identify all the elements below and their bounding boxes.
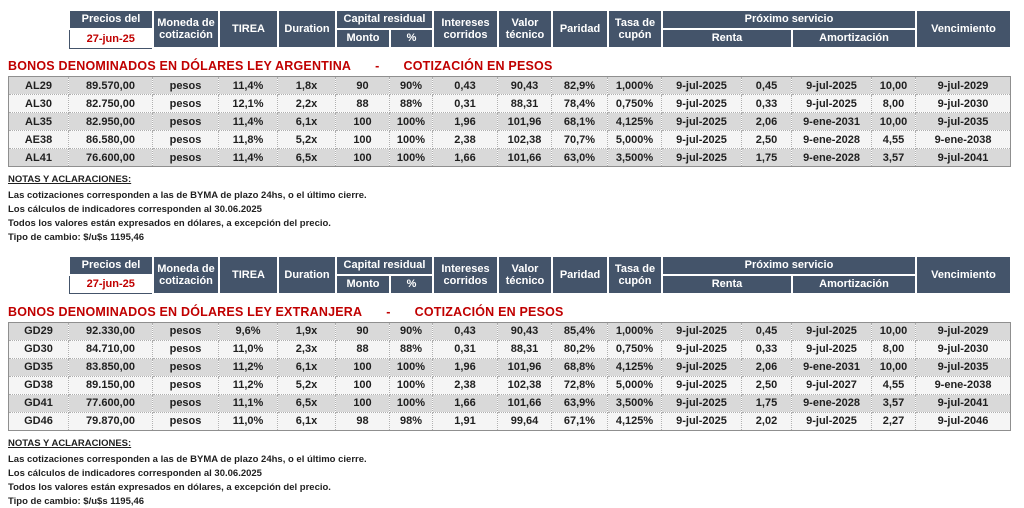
header-pct: % <box>390 275 433 294</box>
value-cell: 76.600,00 <box>69 149 153 167</box>
value-cell: 0,31 <box>433 340 498 358</box>
value-cell: 6,1x <box>278 113 336 131</box>
value-cell: 90,43 <box>498 77 552 95</box>
section-title <box>8 59 1016 73</box>
value-cell: 98% <box>390 412 433 430</box>
value-cell: 0,43 <box>433 77 498 95</box>
value-cell: 85,4% <box>552 322 608 340</box>
header-tirea: TIREA <box>219 256 278 294</box>
value-cell: 1,66 <box>433 149 498 167</box>
value-cell: 9-jul-2025 <box>662 340 742 358</box>
value-cell: 9-jul-2025 <box>662 412 742 430</box>
value-cell: 9-jul-2025 <box>792 340 872 358</box>
value-cell: 2,38 <box>433 131 498 149</box>
value-cell: 100 <box>336 358 390 376</box>
value-cell: 9-jul-2025 <box>662 149 742 167</box>
ticker-cell: GD46 <box>9 412 69 430</box>
value-cell: 0,43 <box>433 322 498 340</box>
value-cell: 0,31 <box>433 95 498 113</box>
value-cell: 9-jul-2025 <box>662 358 742 376</box>
value-cell: 100% <box>390 376 433 394</box>
value-cell: 63,9% <box>552 394 608 412</box>
value-cell: pesos <box>153 358 219 376</box>
value-cell: 0,45 <box>742 322 792 340</box>
column-header-table-1 <box>68 9 1012 49</box>
value-cell: 102,38 <box>498 131 552 149</box>
column-header-table-2 <box>68 255 1012 295</box>
value-cell: 99,64 <box>498 412 552 430</box>
value-cell: 9-jul-2025 <box>662 77 742 95</box>
section-ley-argentina <box>8 9 1016 244</box>
value-cell: 88% <box>390 95 433 113</box>
header-capital-residual: Capital residual <box>336 10 433 29</box>
value-cell: 5,000% <box>608 376 662 394</box>
section-title-separator: - <box>386 304 391 319</box>
notes-heading: NOTAS Y ACLARACIONES: <box>8 437 132 449</box>
value-cell: 88 <box>336 340 390 358</box>
value-cell: 2,06 <box>742 113 792 131</box>
value-cell: 100 <box>336 131 390 149</box>
value-cell: 1,75 <box>742 394 792 412</box>
value-cell: 5,2x <box>278 376 336 394</box>
value-cell: 9-jul-2025 <box>662 376 742 394</box>
value-cell: 68,8% <box>552 358 608 376</box>
value-cell: 82.750,00 <box>69 95 153 113</box>
value-cell: 9-ene-2038 <box>916 131 1011 149</box>
value-cell: pesos <box>153 412 219 430</box>
value-cell: 100 <box>336 376 390 394</box>
value-cell: 90 <box>336 77 390 95</box>
value-cell: 100 <box>336 113 390 131</box>
header-amortizacion: Amortización <box>792 29 916 48</box>
header-monto: Monto <box>336 275 390 294</box>
value-cell: 9-jul-2041 <box>916 394 1011 412</box>
value-cell: 10,00 <box>872 113 916 131</box>
value-cell: 6,1x <box>278 412 336 430</box>
value-cell: 11,2% <box>219 376 278 394</box>
value-cell: 9-ene-2031 <box>792 113 872 131</box>
ticker-cell: AL30 <box>9 95 69 113</box>
value-cell: 9-jul-2035 <box>916 113 1011 131</box>
value-cell: 88 <box>336 95 390 113</box>
value-cell: 90% <box>390 322 433 340</box>
header-proximo-servicio: Próximo servicio <box>662 10 916 29</box>
header-tirea: TIREA <box>219 10 278 48</box>
value-cell: 101,96 <box>498 358 552 376</box>
value-cell: 0,750% <box>608 340 662 358</box>
bond-row <box>9 412 1011 430</box>
value-cell: 2,02 <box>742 412 792 430</box>
ticker-cell: GD35 <box>9 358 69 376</box>
section-title-left: BONOS DENOMINADOS EN DÓLARES LEY EXTRANJERA <box>8 304 363 319</box>
notes-block-2 <box>8 438 1016 508</box>
value-cell: 4,125% <box>608 113 662 131</box>
value-cell: 100% <box>390 149 433 167</box>
header-proximo-servicio: Próximo servicio <box>662 256 916 275</box>
value-cell: 2,50 <box>742 131 792 149</box>
value-cell: 3,57 <box>872 149 916 167</box>
value-cell: 4,125% <box>608 412 662 430</box>
ticker-cell: GD38 <box>9 376 69 394</box>
bond-row <box>9 95 1011 113</box>
bond-row <box>9 358 1011 376</box>
value-cell: 86.580,00 <box>69 131 153 149</box>
value-cell: 0,45 <box>742 77 792 95</box>
section-ley-extranjera <box>8 255 1016 508</box>
value-cell: 9-ene-2028 <box>792 131 872 149</box>
value-cell: 92.330,00 <box>69 322 153 340</box>
header-paridad: Paridad <box>552 10 608 48</box>
value-cell: 9-jul-2035 <box>916 358 1011 376</box>
ticker-cell: GD41 <box>9 394 69 412</box>
bond-table-ley-extranjera <box>8 322 1011 431</box>
value-cell: pesos <box>153 77 219 95</box>
value-cell: 9-jul-2025 <box>662 394 742 412</box>
note-line: Las cotizaciones corresponden a las de BYMA de plazo 24hs, o el último cierre. <box>8 190 367 201</box>
value-cell: 68,1% <box>552 113 608 131</box>
header-duration: Duration <box>278 10 336 48</box>
ticker-cell: AE38 <box>9 131 69 149</box>
value-cell: 5,000% <box>608 131 662 149</box>
value-cell: 2,2x <box>278 95 336 113</box>
notes-block-1 <box>8 174 1016 244</box>
bond-row <box>9 394 1011 412</box>
section-title <box>8 305 1016 319</box>
value-cell: 3,57 <box>872 394 916 412</box>
value-cell: 101,96 <box>498 113 552 131</box>
value-cell: 9-ene-2031 <box>792 358 872 376</box>
value-cell: 9-jul-2046 <box>916 412 1011 430</box>
header-moneda: Moneda de cotización <box>153 10 219 48</box>
bond-row <box>9 131 1011 149</box>
value-cell: 1,000% <box>608 322 662 340</box>
value-cell: 9-jul-2025 <box>792 77 872 95</box>
value-cell: 100 <box>336 394 390 412</box>
value-cell: pesos <box>153 149 219 167</box>
header-valor-tecnico: Valor técnico <box>498 256 552 294</box>
section-title-right: COTIZACIÓN EN PESOS <box>403 59 553 73</box>
section-title-separator: - <box>375 59 380 73</box>
value-cell: 88,31 <box>498 95 552 113</box>
value-cell: 4,55 <box>872 376 916 394</box>
value-cell: 11,1% <box>219 394 278 412</box>
value-cell: 11,8% <box>219 131 278 149</box>
note-line: Las cotizaciones corresponden a las de BYMA de plazo 24hs, o el último cierre. <box>8 453 367 465</box>
value-cell: 9-jul-2025 <box>662 131 742 149</box>
value-cell: 9-jul-2029 <box>916 77 1011 95</box>
value-cell: 88,31 <box>498 340 552 358</box>
header-vencimiento: Vencimiento <box>916 10 1011 48</box>
value-cell: 9-ene-2038 <box>916 376 1011 394</box>
value-cell: 9-jul-2041 <box>916 149 1011 167</box>
value-cell: 4,55 <box>872 131 916 149</box>
value-cell: 9-jul-2027 <box>792 376 872 394</box>
value-cell: 2,3x <box>278 340 336 358</box>
bond-table-body <box>9 77 1011 167</box>
price-date: 27-jun-25 <box>69 29 153 48</box>
header-tasa-cupon: Tasa de cupón <box>608 10 662 48</box>
value-cell: 9-jul-2029 <box>916 322 1011 340</box>
value-cell: 90,43 <box>498 322 552 340</box>
header-paridad: Paridad <box>552 256 608 294</box>
ticker-cell: GD29 <box>9 322 69 340</box>
value-cell: 9-ene-2028 <box>792 394 872 412</box>
value-cell: 84.710,00 <box>69 340 153 358</box>
value-cell: 1,75 <box>742 149 792 167</box>
value-cell: 88% <box>390 340 433 358</box>
value-cell: pesos <box>153 113 219 131</box>
value-cell: 67,1% <box>552 412 608 430</box>
value-cell: 9-ene-2028 <box>792 149 872 167</box>
value-cell: 10,00 <box>872 322 916 340</box>
header-capital-residual: Capital residual <box>336 256 433 275</box>
note-line: Todos los valores están expresados en dólares, a excepción del precio. <box>8 218 331 230</box>
value-cell: 2,50 <box>742 376 792 394</box>
value-cell: 11,0% <box>219 340 278 358</box>
bond-row <box>9 376 1011 394</box>
section-title-right: COTIZACIÓN EN PESOS <box>414 304 564 319</box>
header-valor-tecnico: Valor técnico <box>498 10 552 48</box>
value-cell: 89.150,00 <box>69 376 153 394</box>
value-cell: 89.570,00 <box>69 77 153 95</box>
value-cell: 1,8x <box>278 77 336 95</box>
bond-table-ley-argentina <box>8 76 1011 167</box>
value-cell: pesos <box>153 394 219 412</box>
value-cell: 82,9% <box>552 77 608 95</box>
value-cell: 5,2x <box>278 131 336 149</box>
value-cell: 11,0% <box>219 412 278 430</box>
bond-row <box>9 77 1011 95</box>
bond-row <box>9 149 1011 167</box>
value-cell: 2,06 <box>742 358 792 376</box>
value-cell: 9,6% <box>219 322 278 340</box>
value-cell: 100 <box>336 149 390 167</box>
value-cell: 9-jul-2025 <box>662 113 742 131</box>
value-cell: pesos <box>153 376 219 394</box>
notes-heading: NOTAS Y ACLARACIONES: <box>8 174 132 185</box>
value-cell: 0,33 <box>742 340 792 358</box>
value-cell: 63,0% <box>552 149 608 167</box>
value-cell: 1,000% <box>608 77 662 95</box>
header-monto: Monto <box>336 29 390 48</box>
value-cell: 11,4% <box>219 149 278 167</box>
note-line: Tipo de cambio: $/u$s 1195,46 <box>8 496 145 508</box>
section-title-left: BONOS DENOMINADOS EN DÓLARES LEY ARGENTINA <box>8 59 352 73</box>
header-intereses: Intereses corridos <box>433 256 498 294</box>
value-cell: 1,66 <box>433 394 498 412</box>
value-cell: 83.850,00 <box>69 358 153 376</box>
value-cell: 100% <box>390 358 433 376</box>
value-cell: 80,2% <box>552 340 608 358</box>
header-duration: Duration <box>278 256 336 294</box>
bond-row <box>9 322 1011 340</box>
ticker-cell: GD30 <box>9 340 69 358</box>
value-cell: 6,5x <box>278 394 336 412</box>
note-line: Los cálculos de indicadores corresponden al 30.06.2025 <box>8 204 262 216</box>
value-cell: pesos <box>153 322 219 340</box>
value-cell: 9-jul-2025 <box>662 95 742 113</box>
ticker-cell: AL35 <box>9 113 69 131</box>
header-renta: Renta <box>662 275 792 294</box>
value-cell: 3,500% <box>608 149 662 167</box>
value-cell: 9-jul-2025 <box>662 322 742 340</box>
ticker-cell: AL41 <box>9 149 69 167</box>
value-cell: 90 <box>336 322 390 340</box>
value-cell: 98 <box>336 412 390 430</box>
note-line: Tipo de cambio: $/u$s 1195,46 <box>8 232 145 244</box>
header-intereses: Intereses corridos <box>433 10 498 48</box>
value-cell: 9-jul-2025 <box>792 95 872 113</box>
value-cell: 102,38 <box>498 376 552 394</box>
value-cell: 6,5x <box>278 149 336 167</box>
value-cell: 9-jul-2025 <box>792 322 872 340</box>
value-cell: 1,9x <box>278 322 336 340</box>
value-cell: pesos <box>153 131 219 149</box>
value-cell: 72,8% <box>552 376 608 394</box>
value-cell: 4,125% <box>608 358 662 376</box>
value-cell: 10,00 <box>872 77 916 95</box>
value-cell: 11,2% <box>219 358 278 376</box>
value-cell: 78,4% <box>552 95 608 113</box>
value-cell: 2,27 <box>872 412 916 430</box>
value-cell: 9-jul-2030 <box>916 340 1011 358</box>
value-cell: 0,750% <box>608 95 662 113</box>
value-cell: pesos <box>153 340 219 358</box>
value-cell: 1,96 <box>433 113 498 131</box>
value-cell: 1,91 <box>433 412 498 430</box>
header-precios-del: Precios del <box>69 10 153 29</box>
value-cell: 82.950,00 <box>69 113 153 131</box>
value-cell: 11,4% <box>219 113 278 131</box>
value-cell: 101,66 <box>498 149 552 167</box>
value-cell: 12,1% <box>219 95 278 113</box>
value-cell: 79.870,00 <box>69 412 153 430</box>
value-cell: 0,33 <box>742 95 792 113</box>
value-cell: 100% <box>390 113 433 131</box>
note-line: Los cálculos de indicadores corresponden al 30.06.2025 <box>8 467 262 479</box>
header-amortizacion: Amortización <box>792 275 916 294</box>
value-cell: 10,00 <box>872 358 916 376</box>
header-renta: Renta <box>662 29 792 48</box>
value-cell: 1,96 <box>433 358 498 376</box>
header-pct: % <box>390 29 433 48</box>
header-tasa-cupon: Tasa de cupón <box>608 256 662 294</box>
value-cell: 8,00 <box>872 340 916 358</box>
note-line: Todos los valores están expresados en dólares, a excepción del precio. <box>8 481 331 493</box>
bond-row <box>9 340 1011 358</box>
value-cell: 9-jul-2025 <box>792 412 872 430</box>
value-cell: 90% <box>390 77 433 95</box>
bond-row <box>9 113 1011 131</box>
value-cell: 101,66 <box>498 394 552 412</box>
value-cell: 70,7% <box>552 131 608 149</box>
value-cell: 8,00 <box>872 95 916 113</box>
price-date: 27-jun-25 <box>69 275 153 294</box>
value-cell: 100% <box>390 131 433 149</box>
header-moneda: Moneda de cotización <box>153 256 219 294</box>
value-cell: 100% <box>390 394 433 412</box>
header-vencimiento: Vencimiento <box>916 256 1011 294</box>
value-cell: 3,500% <box>608 394 662 412</box>
value-cell: 9-jul-2030 <box>916 95 1011 113</box>
value-cell: 6,1x <box>278 358 336 376</box>
value-cell: 2,38 <box>433 376 498 394</box>
header-precios-del: Precios del <box>69 256 153 275</box>
ticker-cell: AL29 <box>9 77 69 95</box>
value-cell: pesos <box>153 95 219 113</box>
bond-table-body <box>9 322 1011 430</box>
value-cell: 11,4% <box>219 77 278 95</box>
value-cell: 77.600,00 <box>69 394 153 412</box>
